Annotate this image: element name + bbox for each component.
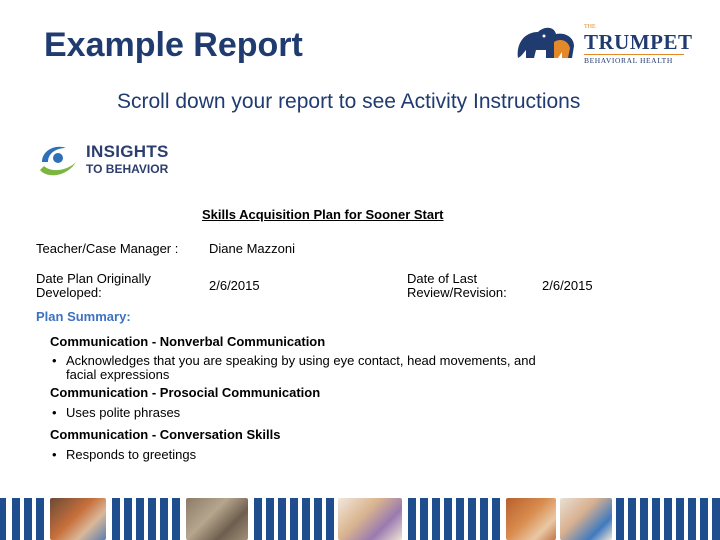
footer-bar <box>326 498 334 540</box>
review-value: 2/6/2015 <box>542 278 593 293</box>
footer-bar <box>254 498 262 540</box>
review-label <box>407 272 507 300</box>
footer-bar <box>290 498 298 540</box>
footer-bar <box>12 498 20 540</box>
review-label-line1: Date of Last <box>407 271 478 286</box>
footer-bar <box>492 498 500 540</box>
footer-bar <box>468 498 476 540</box>
page-title: Example Report <box>44 26 303 64</box>
footer-bar <box>0 498 6 540</box>
brand-name: TRUMPET <box>584 30 693 54</box>
footer-bar <box>24 498 32 540</box>
bullet-text-line1: Responds to greetings <box>66 447 197 462</box>
footer-photo-strip <box>0 498 720 540</box>
teacher-value: Diane Mazzoni <box>209 241 295 256</box>
insights-logo-line2: TO BEHAVIOR <box>86 162 169 176</box>
footer-photo <box>506 498 556 540</box>
footer-bar <box>444 498 452 540</box>
review-label-line2: Review/Revision: <box>407 285 507 300</box>
footer-bar <box>172 498 180 540</box>
footer-bar <box>314 498 322 540</box>
bullet-text-line2: facial expressions <box>66 367 170 382</box>
footer-bar <box>136 498 144 540</box>
footer-bar <box>700 498 708 540</box>
bullet-text-line1: Acknowledges that you are speaking by using eye contact, head movements, and <box>66 353 536 368</box>
section-category: Communication - Nonverbal Communication <box>50 334 326 349</box>
footer-bar <box>664 498 672 540</box>
elephant-logo-icon <box>514 22 582 62</box>
footer-bar <box>432 498 440 540</box>
footer-bar <box>278 498 286 540</box>
footer-bar <box>408 498 416 540</box>
footer-bar <box>420 498 428 540</box>
footer-bar <box>688 498 696 540</box>
footer-bar <box>628 498 636 540</box>
footer-photo <box>50 498 106 540</box>
insights-logo-line1: INSIGHTS <box>86 142 169 161</box>
bullet-icon: • <box>52 447 57 462</box>
footer-bar <box>480 498 488 540</box>
section-category: Communication - Conversation Skills <box>50 427 281 442</box>
footer-photo <box>560 498 612 540</box>
brand-prefix: THE <box>584 24 596 30</box>
plan-summary-label: Plan Summary: <box>36 309 131 324</box>
footer-bar <box>266 498 274 540</box>
brand-tagline: BEHAVIORAL HEALTH <box>584 56 673 65</box>
footer-bar <box>124 498 132 540</box>
report-heading: Skills Acquisition Plan for Sooner Start <box>202 207 444 222</box>
bullet-icon: • <box>52 353 57 368</box>
footer-bar <box>676 498 684 540</box>
footer-bar <box>616 498 624 540</box>
footer-bar <box>160 498 168 540</box>
footer-bar <box>302 498 310 540</box>
brand-divider <box>584 54 684 55</box>
plan-developed-label-line2: Developed: <box>36 285 102 300</box>
trumpet-logo <box>514 22 694 68</box>
section-category: Communication - Prosocial Communication <box>50 385 321 400</box>
footer-bar <box>36 498 44 540</box>
footer-bar <box>652 498 660 540</box>
bullet-text-line1: Uses polite phrases <box>66 405 181 420</box>
insights-logo <box>36 140 196 182</box>
footer-bar <box>456 498 464 540</box>
footer-bar <box>112 498 120 540</box>
plan-developed-label <box>36 272 151 300</box>
instruction-text: Scroll down your report to see Activity Instructions <box>117 90 581 113</box>
plan-developed-label-line1: Date Plan Originally <box>36 271 151 286</box>
insights-swoosh-icon <box>36 140 82 180</box>
footer-photo <box>338 498 402 540</box>
teacher-label: Teacher/Case Manager : <box>36 241 179 256</box>
footer-bar <box>148 498 156 540</box>
footer-bar <box>640 498 648 540</box>
bullet-icon: • <box>52 405 57 420</box>
footer-photo <box>186 498 248 540</box>
plan-developed-value: 2/6/2015 <box>209 278 260 293</box>
footer-bar <box>712 498 720 540</box>
